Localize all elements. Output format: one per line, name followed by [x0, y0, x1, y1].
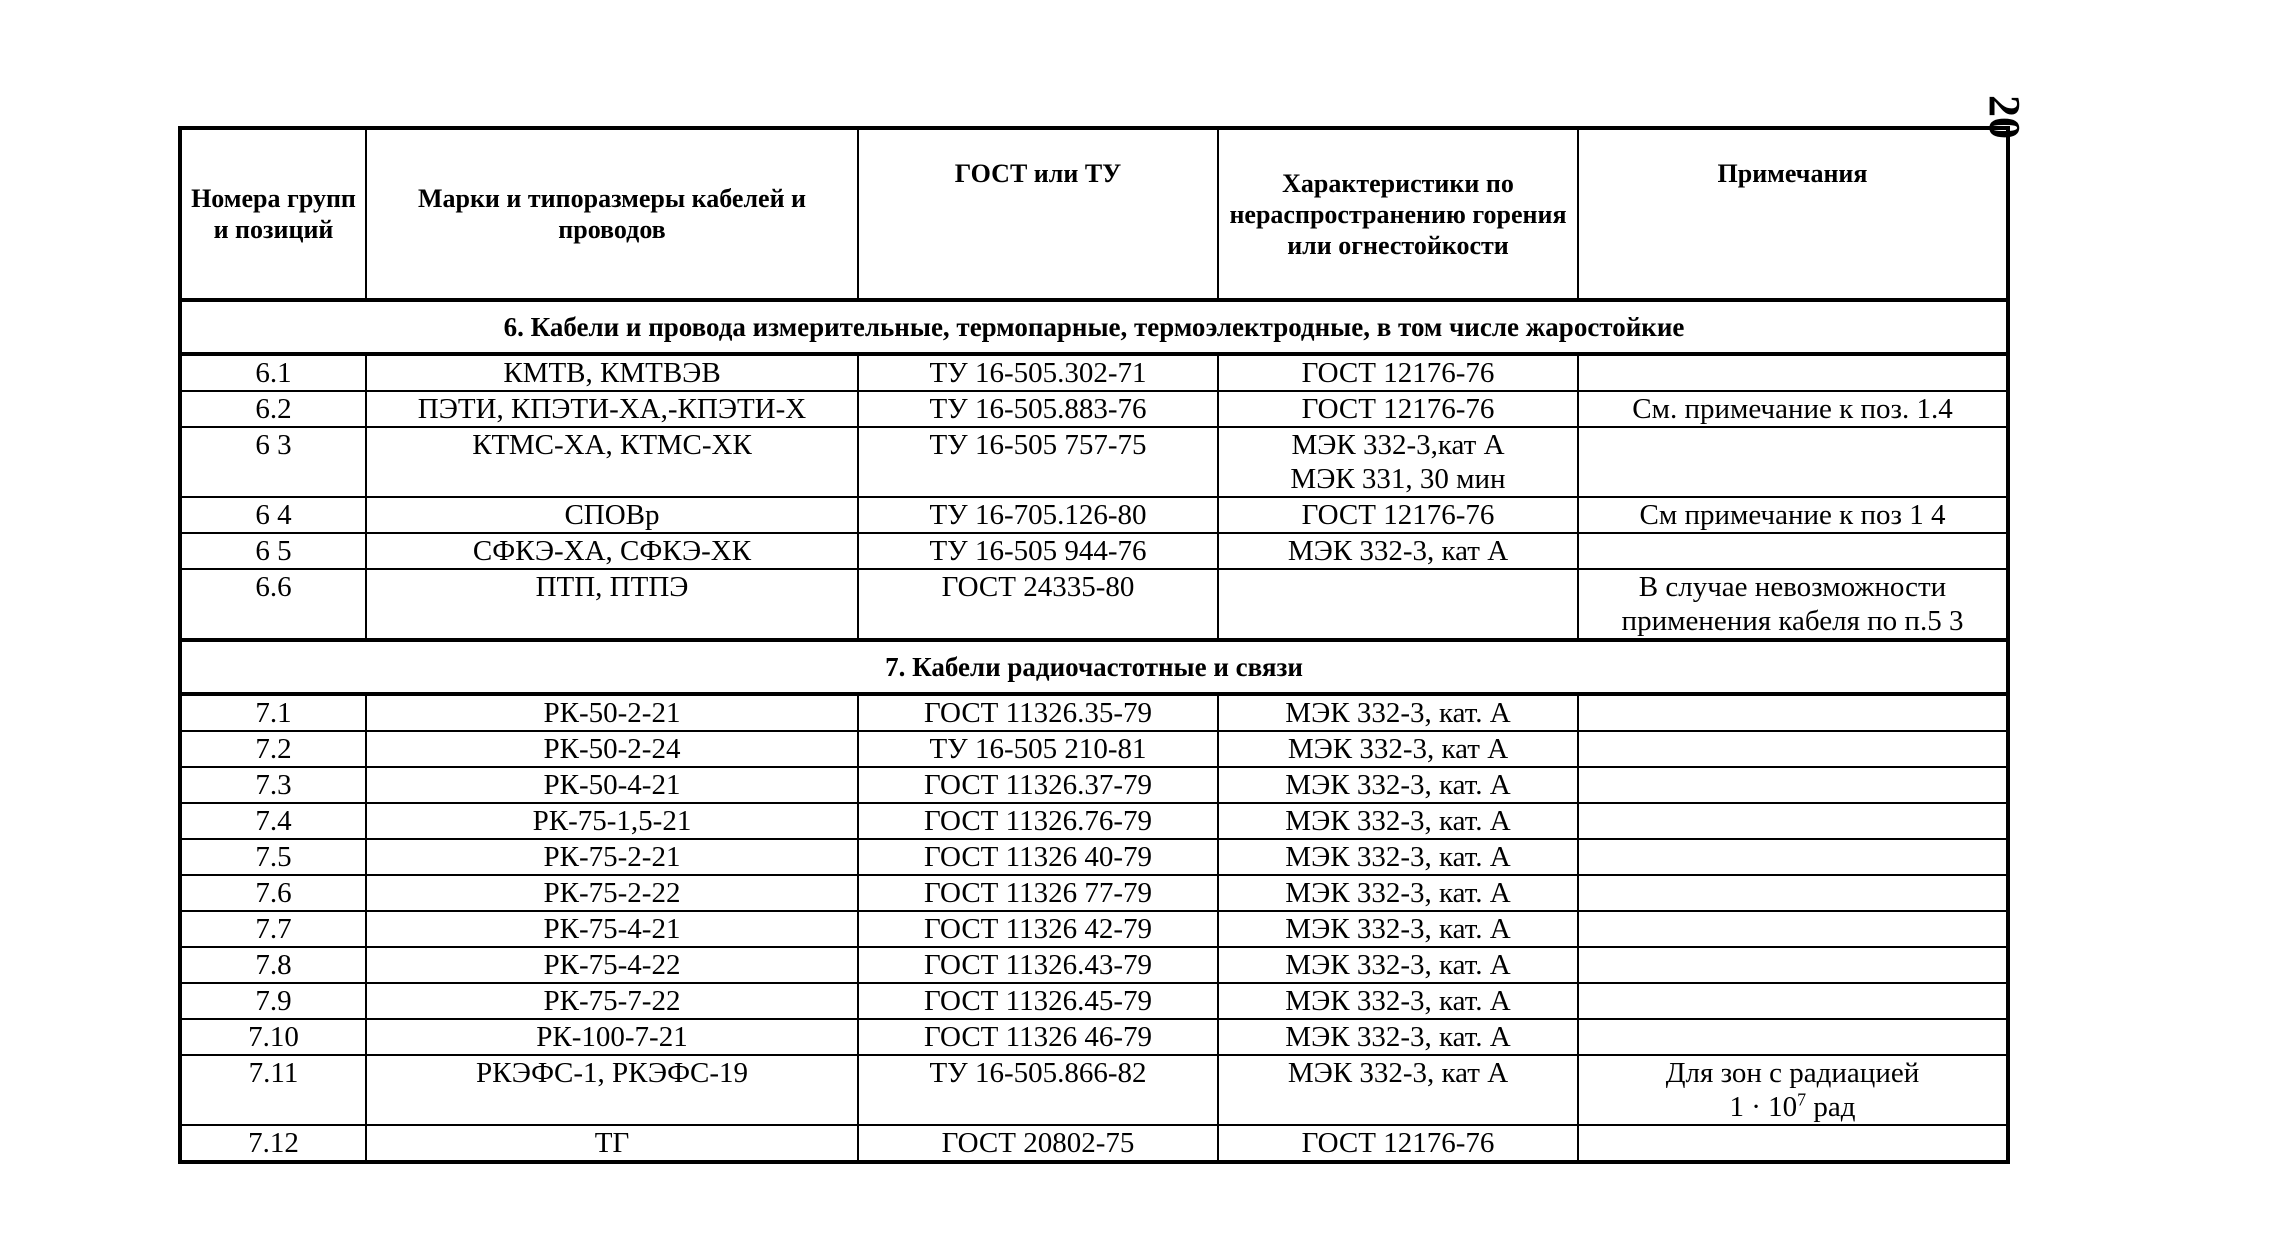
row-number: 6.2: [180, 391, 366, 427]
row-gost: ГОСТ 11326 40-79: [858, 839, 1218, 875]
row-mark: РК-50-4-21: [366, 767, 858, 803]
row-gost: ГОСТ 11326.76-79: [858, 803, 1218, 839]
row-note-line2: [1585, 1090, 2000, 1124]
row-note: [1578, 427, 2008, 497]
row-mark: РК-50-2-24: [366, 731, 858, 767]
row-characteristics: МЭК 332-3, кат. А: [1218, 983, 1578, 1019]
row-number: 6 5: [180, 533, 366, 569]
row-mark: ПТП, ПТПЭ: [366, 569, 858, 640]
row-note: [1578, 1125, 2008, 1162]
row-note: [1578, 694, 2008, 731]
row-note: [1578, 533, 2008, 569]
table-row: [180, 839, 2008, 875]
row-number: 6 3: [180, 427, 366, 497]
row-number: 7.5: [180, 839, 366, 875]
header-notes: Примечания: [1578, 128, 2008, 300]
row-characteristics: МЭК 332-3, кат. А: [1218, 767, 1578, 803]
header-mark: Марки и типоразмеры кабелей и проводов: [366, 128, 858, 300]
table-row: [180, 911, 2008, 947]
row-note: [1578, 839, 2008, 875]
cable-table: [178, 126, 2010, 1164]
row-number: 7.10: [180, 1019, 366, 1055]
table-row: [180, 694, 2008, 731]
row-mark: РК-75-4-21: [366, 911, 858, 947]
row-characteristics: МЭК 332-3, кат. А: [1218, 694, 1578, 731]
row-mark: КТМС-ХА, КТМС-ХК: [366, 427, 858, 497]
row-note-line2: применения кабеля по п.5 3: [1621, 605, 1964, 637]
row-number: 7.4: [180, 803, 366, 839]
row-characteristics: [1218, 427, 1578, 497]
row-mark: СФКЭ-ХА, СФКЭ-ХК: [366, 533, 858, 569]
row-number: 7.8: [180, 947, 366, 983]
table-row: [180, 983, 2008, 1019]
table-row: [180, 427, 2008, 497]
row-gost: ТУ 16-505.883-76: [858, 391, 1218, 427]
row-characteristics: ГОСТ 12176-76: [1218, 391, 1578, 427]
table-body: [180, 300, 2008, 1162]
row-number: 6.1: [180, 354, 366, 391]
row-note: [1578, 947, 2008, 983]
row-mark: РК-75-2-21: [366, 839, 858, 875]
table-header: [180, 128, 2008, 300]
row-note: [1578, 875, 2008, 911]
row-characteristics: ГОСТ 12176-76: [1218, 1125, 1578, 1162]
row-mark: РК-50-2-21: [366, 694, 858, 731]
row-number: 7.3: [180, 767, 366, 803]
row-mark: РК-100-7-21: [366, 1019, 858, 1055]
row-number: 7.7: [180, 911, 366, 947]
row-gost: ГОСТ 11326.45-79: [858, 983, 1218, 1019]
row-characteristics: МЭК 332-3, кат. А: [1218, 875, 1578, 911]
table-row: [180, 767, 2008, 803]
row-mark: РК-75-2-22: [366, 875, 858, 911]
row-gost: ГОСТ 11326.35-79: [858, 694, 1218, 731]
table-row: [180, 875, 2008, 911]
radiation-dose-base: 1 · 10: [1729, 1091, 1798, 1123]
row-mark: РК-75-1,5-21: [366, 803, 858, 839]
row-note: [1578, 803, 2008, 839]
row-gost: ТУ 16-505.302-71: [858, 354, 1218, 391]
table-row: [180, 947, 2008, 983]
page-number: 20: [1980, 95, 2029, 139]
row-characteristics: МЭК 332-3, кат А: [1218, 533, 1578, 569]
row-mark: КМТВ, КМТВЭВ: [366, 354, 858, 391]
row-number: 7.9: [180, 983, 366, 1019]
section-6-row: [180, 300, 2008, 354]
row-gost: ТУ 16-705.126-80: [858, 497, 1218, 533]
table-row: [180, 391, 2008, 427]
row-gost: ГОСТ 11326.43-79: [858, 947, 1218, 983]
table-row: [180, 731, 2008, 767]
row-characteristics: МЭК 332-3, кат. А: [1218, 803, 1578, 839]
row-characteristics: ГОСТ 12176-76: [1218, 354, 1578, 391]
row-characteristics: ГОСТ 12176-76: [1218, 497, 1578, 533]
row-characteristics: МЭК 332-3, кат А: [1218, 1055, 1578, 1125]
row-mark: РК-75-7-22: [366, 983, 858, 1019]
row-gost: ТУ 16-505.866-82: [858, 1055, 1218, 1125]
row-mark: ПЭТИ, КПЭТИ-ХА,-КПЭТИ-Х: [366, 391, 858, 427]
row-note: [1578, 767, 2008, 803]
row-gost: ТУ 16-505 210-81: [858, 731, 1218, 767]
section-7-title: 7. Кабели радиочастотные и связи: [180, 640, 2008, 694]
section-6-title: 6. Кабели и провода измерительные, термопарные, термоэлектродные, в том числе жаростойкие: [180, 300, 2008, 354]
table-row: [180, 1019, 2008, 1055]
radiation-dose-exponent: 7: [1797, 1089, 1807, 1110]
header-group: Номера групп и позиций: [180, 128, 366, 300]
radiation-dose-unit: рад: [1806, 1091, 1856, 1123]
row-gost: ГОСТ 11326 77-79: [858, 875, 1218, 911]
row-note: [1578, 983, 2008, 1019]
row-characteristics: МЭК 332-3, кат. А: [1218, 839, 1578, 875]
row-note: [1578, 731, 2008, 767]
table-row: [180, 354, 2008, 391]
row-gost: ГОСТ 11326 46-79: [858, 1019, 1218, 1055]
header-gost: ГОСТ или ТУ: [858, 128, 1218, 300]
table-row: [180, 1055, 2008, 1125]
row-note-line1: Для зон с радиацией: [1665, 1057, 1920, 1089]
row-note: [1578, 1055, 2008, 1125]
table-row: [180, 569, 2008, 640]
header-characteristics: Характеристики по нераспространению горения или огнестойкости: [1218, 128, 1578, 300]
row-note-line1: В случае невозможности: [1638, 571, 1947, 603]
row-characteristics: МЭК 332-3, кат. А: [1218, 911, 1578, 947]
row-characteristics-line1: МЭК 332-3,кат А: [1291, 429, 1505, 461]
row-note: [1578, 569, 2008, 640]
table-row: [180, 1125, 2008, 1162]
row-gost: ГОСТ 11326.37-79: [858, 767, 1218, 803]
row-characteristics-line2: МЭК 331, 30 мин: [1290, 463, 1506, 495]
row-number: 7.1: [180, 694, 366, 731]
row-characteristics: МЭК 332-3, кат А: [1218, 731, 1578, 767]
row-number: 6 4: [180, 497, 366, 533]
row-number: 7.12: [180, 1125, 366, 1162]
row-mark: РКЭФС-1, РКЭФС-19: [366, 1055, 858, 1125]
row-gost: ГОСТ 11326 42-79: [858, 911, 1218, 947]
section-7-row: [180, 640, 2008, 694]
row-number: 6.6: [180, 569, 366, 640]
row-mark: ТГ: [366, 1125, 858, 1162]
row-mark: РК-75-4-22: [366, 947, 858, 983]
row-number: 7.2: [180, 731, 366, 767]
row-number: 7.11: [180, 1055, 366, 1125]
table-row: [180, 497, 2008, 533]
row-note: [1578, 1019, 2008, 1055]
row-characteristics: МЭК 332-3, кат. А: [1218, 1019, 1578, 1055]
row-gost: ТУ 16-505 757-75: [858, 427, 1218, 497]
row-mark: СПОВр: [366, 497, 858, 533]
row-number: 7.6: [180, 875, 366, 911]
table-row: [180, 803, 2008, 839]
row-note: [1578, 354, 2008, 391]
row-note: См примечание к поз 1 4: [1578, 497, 2008, 533]
row-gost: ГОСТ 24335-80: [858, 569, 1218, 640]
table-row: [180, 533, 2008, 569]
row-gost: ТУ 16-505 944-76: [858, 533, 1218, 569]
row-note: [1578, 911, 2008, 947]
row-note: См. примечание к поз. 1.4: [1578, 391, 2008, 427]
row-gost: ГОСТ 20802-75: [858, 1125, 1218, 1162]
row-characteristics: МЭК 332-3, кат. А: [1218, 947, 1578, 983]
row-characteristics: [1218, 569, 1578, 640]
